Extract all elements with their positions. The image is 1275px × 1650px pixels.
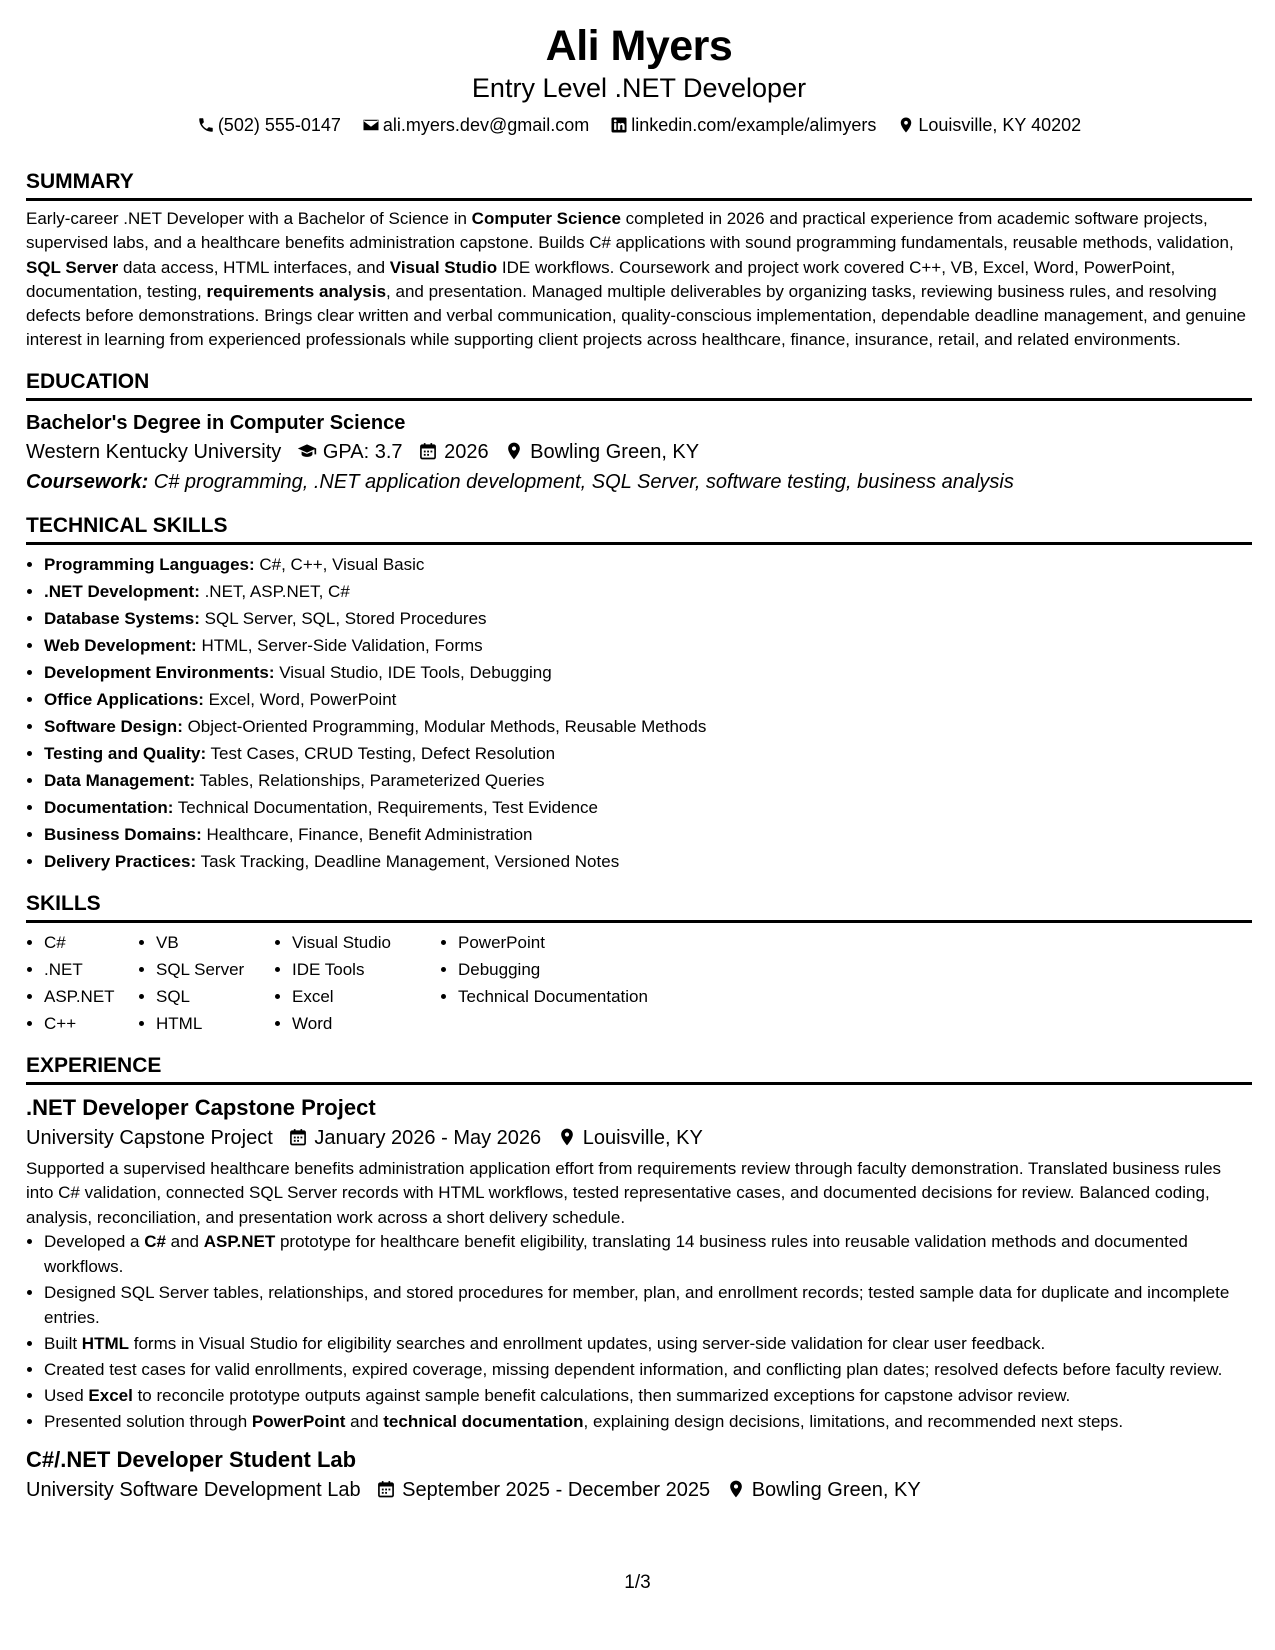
contact-location [897, 113, 1081, 137]
skill-category-label: Office Applications: [44, 689, 204, 709]
skill-category-values: Technical Documentation, Requirements, Test Evidence [173, 797, 598, 817]
body-text: Created test cases for valid enrollments, expired coverage, missing dependent information, and conflicting plan dates; resolved defects before faculty review. [44, 1360, 1223, 1380]
job-meta [26, 1123, 1252, 1153]
body-text: completed in 2026 and practical experience from academic software projects, supervised labs, and a healthcare benefits administration capstone. Builds C# applications with sound programming fundamentals, reusable methods, validation, [26, 209, 1234, 253]
job-dates-item [288, 1123, 541, 1153]
emphasis-text: Computer Science [471, 209, 621, 228]
skill-category-values: Object-Oriented Programming, Modular Methods, Reusable Methods [182, 716, 707, 736]
coursework-line [26, 467, 1252, 497]
job-bullet [44, 1358, 1252, 1383]
skill-category-values: .NET, ASP.NET, C# [199, 581, 350, 601]
skill-item: • SQL Server [156, 956, 274, 983]
skill-item: • VB [156, 929, 274, 956]
map-pin-icon [557, 1127, 577, 1147]
technical-skill-item [44, 686, 1252, 713]
body-text: , and presentation. Managed multiple deliverables by organizing tasks, reviewing business rules, and resolving defects before demonstrations. Brings clear written and verbal communication, quality-conscious implementation, dependable deadline management, and genuine interest in learning from experienced professionals while supporting client projects across healthcare, finance, insurance, retail, and related environments. [26, 281, 1246, 350]
technical-skill-item [44, 578, 1252, 605]
calendar-icon [288, 1127, 308, 1147]
gpa-text: GPA: 3.7 [322, 440, 403, 463]
skill-category-values: Visual Studio, IDE Tools, Debugging [274, 662, 552, 682]
grad-year-text: 2026 [444, 440, 489, 463]
skill-category-label: Data Management: [44, 770, 196, 790]
skill-category-values: Excel, Word, PowerPoint [203, 689, 397, 709]
job-bullet [44, 1384, 1252, 1409]
skill-item: • ASP.NET [44, 983, 138, 1010]
contact-phone[interactable] [197, 113, 341, 137]
emphasis-text: C# [144, 1232, 166, 1252]
skills-column [274, 929, 440, 1037]
resume-page [26, 20, 1252, 1505]
body-text: Developed a [44, 1232, 145, 1252]
skill-category-label: Business Domains: [44, 824, 202, 844]
skill-item: • IDE Tools [292, 956, 440, 983]
body-text: prototype for healthcare benefit eligibility, translating 14 business rules into reusable validation methods and documented workflows. [44, 1232, 1188, 1276]
skill-item: • Technical Documentation [458, 983, 718, 1010]
gpa-item [297, 437, 403, 467]
school-location-text: Bowling Green, KY [530, 440, 700, 463]
job-title: .NET Developer Capstone Project [26, 1094, 376, 1120]
emphasis-text: PowerPoint [251, 1412, 346, 1432]
body-text: Used [44, 1386, 89, 1406]
skill-item: • Visual Studio [292, 929, 440, 956]
technical-skill-item [44, 632, 1252, 659]
job-dates-text: September 2025 - December 2025 [402, 1479, 711, 1501]
skill-category-values: C#, C++, Visual Basic [254, 554, 425, 574]
skill-category-label: Database Systems: [44, 608, 200, 628]
job-location-text: Louisville, KY [582, 1126, 703, 1149]
job-location-item [726, 1475, 921, 1505]
education-meta [26, 437, 1252, 467]
job-dates-text: January 2026 - May 2026 [314, 1126, 542, 1149]
envelope-icon [362, 116, 380, 134]
job-bullet [44, 1332, 1252, 1357]
body-text: Presented solution through [44, 1412, 252, 1432]
candidate-name: Ali Myers [545, 22, 733, 70]
emphasis-text: Excel [88, 1386, 133, 1406]
summary-heading: SUMMARY [26, 169, 1252, 201]
job-title: C#/.NET Developer Student Lab [26, 1447, 357, 1472]
skill-item: • C++ [44, 1010, 138, 1037]
page-number: 1/3 [624, 1572, 651, 1593]
emphasis-text: HTML [81, 1333, 130, 1353]
graduation-cap-icon [297, 441, 317, 461]
body-text: Built [44, 1333, 82, 1353]
job-meta [26, 1475, 1252, 1505]
technical-skill-item [44, 848, 1252, 875]
skill-item: • .NET [44, 956, 138, 983]
linkedin-icon [610, 116, 628, 134]
coursework-label: Coursework: [26, 470, 149, 493]
body-text: and [165, 1232, 204, 1252]
emphasis-text: Visual Studio [389, 257, 498, 277]
skill-category-label: Web Development: [44, 635, 197, 655]
calendar-icon [376, 1479, 396, 1499]
job-location-item [557, 1123, 703, 1153]
summary-paragraph [26, 207, 1252, 353]
candidate-title: Entry Level .NET Developer [471, 73, 807, 103]
job-location-text: Bowling Green, KY [751, 1479, 921, 1501]
skill-item: • SQL [156, 983, 274, 1010]
contact-line [26, 113, 1252, 137]
skills-columns [26, 929, 1252, 1037]
skill-category-values: HTML, Server-Side Validation, Forms [196, 635, 483, 655]
job-bullet [44, 1410, 1252, 1435]
skill-category-values: Task Tracking, Deadline Management, Versioned Notes [196, 851, 620, 871]
contact-linkedin[interactable] [610, 113, 876, 137]
calendar-icon [418, 441, 438, 461]
skill-item: • Debugging [458, 956, 718, 983]
job-description: Supported a supervised healthcare benefits administration application effort from requirements review through faculty demonstration. Translated business rules into C# validation, connected SQL Server records with HTML workflows, tested representative cases, and documented decisions for review. Balanced coding, analysis, reconciliation, and presentation work across a short delivery schedule. [26, 1158, 1222, 1227]
skill-category-label: Testing and Quality: [44, 743, 207, 763]
location-text: Louisville, KY 40202 [918, 115, 1082, 135]
job-org: University Capstone Project [26, 1126, 273, 1149]
technical-skill-item [44, 794, 1252, 821]
skill-category-label: .NET Development: [44, 581, 200, 601]
skill-category-values: SQL Server, SQL, Stored Procedures [199, 608, 487, 628]
skills-column [26, 929, 138, 1037]
emphasis-text: ASP.NET [203, 1232, 276, 1252]
linkedin-text: linkedin.com/example/alimyers [631, 115, 877, 135]
skills-column [440, 929, 718, 1037]
skill-category-values: Healthcare, Finance, Benefit Administration [201, 824, 533, 844]
skill-item: • Excel [292, 983, 440, 1010]
technical-skill-item [44, 659, 1252, 686]
skills-heading: SKILLS [26, 891, 1252, 923]
skill-item: • HTML [156, 1010, 274, 1037]
map-pin-icon [897, 116, 915, 134]
school-location-item [504, 437, 699, 467]
skill-category-values: Test Cases, CRUD Testing, Defect Resolution [206, 743, 556, 763]
emphasis-text: SQL Server [26, 257, 119, 277]
body-text: IDE workflows. Coursework and project work covered C++, VB, Excel, Word, PowerPoint, documentation, testing, [26, 257, 1176, 301]
body-text: forms in Visual Studio for eligibility searches and enrollment updates, using server-side validation for clear user feedback. [129, 1333, 1046, 1353]
body-text: and [345, 1412, 384, 1432]
coursework-text: C# programming, .NET application development, SQL Server, software testing, business analysis [148, 470, 1014, 493]
skill-category-label: Programming Languages: [44, 554, 255, 574]
skill-category-values: Tables, Relationships, Parameterized Queries [195, 770, 545, 790]
job-org: University Software Development Lab [26, 1479, 361, 1501]
job-bullet [44, 1230, 1252, 1279]
skills-column [138, 929, 274, 1037]
technical-skills-heading: TECHNICAL SKILLS [26, 513, 1252, 545]
job-bullets [26, 1230, 1252, 1435]
emphasis-text: requirements analysis [206, 281, 387, 301]
technical-skills-list [26, 551, 1252, 875]
map-pin-icon [726, 1479, 746, 1499]
technical-skill-item [44, 767, 1252, 794]
technical-skill-item [44, 821, 1252, 848]
body-text: Early-career .NET Developer with a Bachelor of Science in [26, 209, 472, 228]
phone-text: (502) 555-0147 [217, 115, 341, 135]
email-text: ali.myers.dev@gmail.com [382, 115, 590, 135]
job-bullet [44, 1281, 1252, 1330]
technical-skill-item [44, 605, 1252, 632]
skill-category-label: Documentation: [44, 797, 174, 817]
body-text: data access, HTML interfaces, and [118, 257, 390, 277]
technical-skill-item [44, 713, 1252, 740]
emphasis-text: technical documentation [383, 1412, 584, 1432]
skill-item: • Word [292, 1010, 440, 1037]
education-heading: EDUCATION [26, 369, 1252, 401]
technical-skill-item [44, 551, 1252, 578]
school-name: Western Kentucky University [26, 440, 282, 463]
experience-heading: EXPERIENCE [26, 1053, 1252, 1085]
skill-category-label: Development Environments: [44, 662, 275, 682]
skill-category-label: Delivery Practices: [44, 851, 197, 871]
phone-icon [197, 116, 215, 134]
skill-item: • PowerPoint [458, 929, 718, 956]
degree-title: Bachelor's Degree in Computer Science [26, 411, 406, 434]
job-dates-item [376, 1475, 710, 1505]
contact-email[interactable] [362, 113, 589, 137]
map-pin-icon [504, 441, 524, 461]
body-text: , explaining design decisions, limitations, and recommended next steps. [583, 1412, 1124, 1432]
technical-skill-item [44, 740, 1252, 767]
body-text: to reconcile prototype outputs against sample benefit calculations, then summarized exceptions for capstone advisor review. [132, 1386, 1071, 1406]
skill-category-label: Software Design: [44, 716, 183, 736]
skill-item: • C# [44, 929, 138, 956]
body-text: Designed SQL Server tables, relationships, and stored procedures for member, plan, and enrollment records; tested sample data for duplicate and incomplete entries. [44, 1283, 1230, 1327]
grad-year-item [418, 437, 489, 467]
